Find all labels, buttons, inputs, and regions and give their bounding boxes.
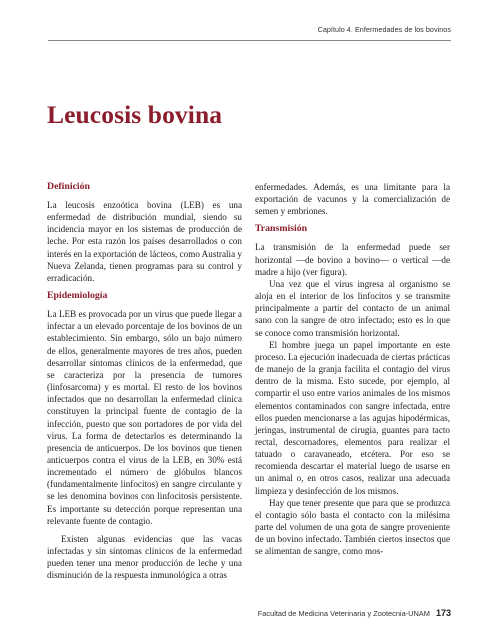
paragraph-continuation: enfermedades. Además, es una limitante para la exportación de vacunos y la comercialización de semen y embriones. xyxy=(255,182,450,217)
paragraph-epidemiologia-1: La LEB es provocada por un virus que puede llegar a infectar a un elevado porcentaje de los bovinos de un establecimiento. Sin embargo, sólo un bajo número de ellos, generalmente mayores de tres años, pueden desarrollar síntomas clínicos de la enfermedad, que se caracteriza por la presencia de tumores (linfosarcoma) y es mortal. El resto de los bovinos infectados que no desarrollan la enfermedad clínica constituyen la principal fuente de contagio de la infección, puesto que son portadores de por vida del virus. La forma de detectarlos es determinando la presencia de anticuerpos. De los bovinos que tienen anticuerpos contra el virus de la LEB, en 30% está incrementado el número de glóbulos blancos (fundamentalmente linfocitos) en sangre circulante y se les denomina bovinos con linfocitosis persistente. Es importante su detección porque representan una relevante fuente de contagio. xyxy=(47,309,242,526)
page-number: 173 xyxy=(435,608,451,618)
paragraph-definicion: La leucosis enzoótica bovina (LEB) es una enfermedad de distribución mundial, siendo su incidencia mayor en los sistemas de producción de leche. Por esta razón los países desarrollados o con interés en la exportación de lácteos, como Australia y Nueva Zelanda, tienen programas para su control y erradicación. xyxy=(47,200,242,283)
footer-institution: Facultad de Medicina Veterinaria y Zootecnia-UNAM xyxy=(257,609,430,618)
paragraph-epidemiologia-2: Existen algunas evidencias que las vacas infectadas y sin síntomas clínicos de la enfermedad pueden tener una menor producción de leche y una disminución de la respuesta inmunológica a otras xyxy=(47,533,242,581)
paragraph-transmision-4: Hay que tener presente que para que se produzca el contagio sólo basta el contacto con la milésima parte del volumen de una gota de sangre proveniente de un bovino infectado. También ciertos insectos que se alimentan de sangre, como mos- xyxy=(255,497,450,557)
section-heading-transmision: Transmisión xyxy=(255,223,308,235)
left-column xyxy=(47,181,242,582)
section-heading-definicion: Definición xyxy=(47,181,90,192)
paragraph-transmision-2: Una vez que el virus ingresa al organismo se aloja en el interior de los linfocitos y se transmite principalmente a partir del contacto de un animal sano con la sangre de otro infectado; esto es lo que se conoce como transmisión horizontal. xyxy=(255,278,450,338)
right-column xyxy=(255,181,450,558)
running-header: Capítulo 4. Enfermedades de los bovinos xyxy=(317,25,451,34)
section-heading-epidemiologia: Epidemiología xyxy=(47,290,108,302)
header-divider xyxy=(48,40,451,41)
page-title: Leucosis bovina xyxy=(47,100,223,129)
page-footer xyxy=(258,608,451,618)
paragraph-transmision-3: El hombre juega un papel importante en este proceso. La ejecución inadecuada de ciertas prácticas de manejo de la granja facilita el contagio del virus dentro de la misma. Esto sucede, por ejemplo, al compartir el uso entre varios animales de los mismos elementos contaminados con sangre infectada, entre ellos pueden mencionarse a las agujas hipodérmicas, jeringas, instrumental de cirugía, guantes para tacto rectal, descornadores, elementos para realizar el tatuado o caravaneado, etcétera. Por eso se recomienda descartar el material luego de usarse en un animal o, en otros casos, realizar una adecuada limpieza y desinfección de los mismos. xyxy=(255,339,450,496)
paragraph-transmision-1: La transmisión de la enfermedad puede ser horizontal —de bovino a bovino— o vertical —de madre a hijo (ver figura). xyxy=(255,242,450,277)
